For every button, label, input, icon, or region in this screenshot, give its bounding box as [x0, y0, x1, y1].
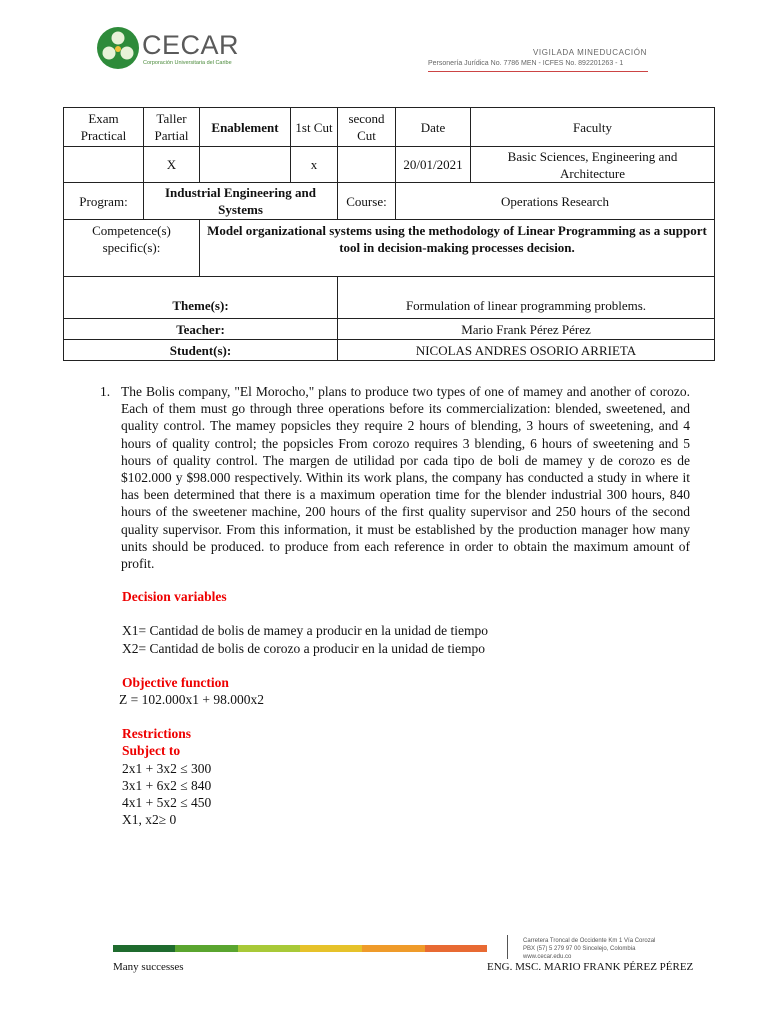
table-row	[64, 277, 715, 319]
vigilada-title: VIGILADA MINEDUCACIÓN	[533, 48, 647, 57]
header-rule	[428, 71, 648, 72]
header-date: Date	[396, 108, 471, 147]
course-label: Course:	[338, 183, 396, 220]
footer-left-text: Many successes	[113, 961, 184, 973]
vigilada-subtitle: Personería Jurídica No. 7786 MEN - ICFES No. 892201263 - 1	[428, 60, 624, 67]
cecar-emblem-icon	[96, 26, 140, 70]
header-enablement: Enablement	[200, 108, 291, 147]
header-taller: Taller Partial	[144, 108, 200, 147]
table-row	[64, 108, 715, 147]
value-cut1: x	[291, 147, 338, 183]
cecar-logo	[96, 26, 246, 74]
restrictions-section	[122, 725, 690, 828]
restriction-2: 3x1 + 6x2 ≤ 840	[122, 777, 212, 793]
table-row	[64, 183, 715, 220]
footer-bar-segment	[113, 945, 175, 952]
subject-to-title: Subject to	[122, 743, 181, 759]
footer-bar-segment	[362, 945, 424, 952]
problem-statement: The Bolis company, "El Morocho," plans to produce two types of one of mamey and another of corozo. Each of them must go through three operations before its commercialization: blended, sweetened, and quality control. The mamey popsicles they require 2 hours of blending, 3 hours of sweetening, and 4 hours of quality control; the popsicles From corozo requires 3 blending, 6 hours of sweetening and 5 hours of quality control. The margen de utilidad por cada tipo de boli de mamey y de corozo es de $102.000 y $98.000 respectively. Within its work plans, the company has conducted a study in where it has been determined that there is a maximum operation time for the blender industrial 300 hours, 840 hours of the sweetener machine, 200 hours of the first quality supervisor and 250 hours of the second quality supervisor. From this information, it must be established by the production manager how many units should be produced. to produce from each reference in order to obtain the maximum amount of profit.	[121, 384, 690, 572]
footer-bar-segment	[300, 945, 362, 952]
theme-label: Theme(s):	[64, 277, 338, 319]
program-label: Program:	[64, 183, 144, 220]
theme-value: Formulation of linear programming problems.	[338, 277, 715, 319]
footer-divider	[507, 935, 508, 959]
restriction-nonnegativity: X1, x2≥ 0	[122, 812, 177, 828]
table-row	[64, 147, 715, 183]
footer-bar-segment	[425, 945, 487, 952]
table-row	[64, 220, 715, 277]
footer-contact	[523, 937, 655, 961]
variable-x1: X1= Cantidad de bolis de mamey a producir en la unidad de tiempo	[122, 623, 489, 639]
footer-phone: PBX (57) 5 279 97 00 Sincelejo, Colombia	[523, 946, 636, 952]
program-value: Industrial Engineering and Systems	[144, 183, 338, 220]
footer-website: www.cecar.edu.co	[523, 954, 572, 960]
header-cut2: second Cut	[338, 108, 396, 147]
table-row	[64, 319, 715, 340]
competence-value: Model organizational systems using the methodology of Linear Programming as a support tool in decision-making processes decision.	[200, 220, 715, 277]
course-value: Operations Research	[396, 183, 715, 220]
footer-color-bar	[113, 945, 487, 952]
course-info-table	[63, 107, 715, 361]
value-exam	[64, 147, 144, 183]
objective-function: Z = 102.000x1 + 98.000x2	[119, 692, 264, 708]
footer-bar-segment	[238, 945, 300, 952]
decision-variables-title: Decision variables	[122, 589, 227, 605]
value-date: 20/01/2021	[396, 147, 471, 183]
teacher-label: Teacher:	[64, 319, 338, 340]
footer-right-text: ENG. MSC. MARIO FRANK PÉREZ PÉREZ	[487, 961, 694, 973]
student-label: Student(s):	[64, 340, 338, 361]
header-exam: Exam Practical	[64, 108, 144, 147]
objective-section	[119, 674, 690, 708]
restriction-3: 4x1 + 5x2 ≤ 450	[122, 795, 212, 811]
competence-label: Competence(s) specific(s):	[64, 220, 200, 277]
value-enablement	[200, 147, 291, 183]
problem-number: 1.	[100, 384, 111, 399]
decision-variables-section	[122, 588, 690, 657]
value-taller: X	[144, 147, 200, 183]
objective-function-title: Objective function	[122, 674, 229, 690]
footer-bar-segment	[175, 945, 237, 952]
logo-subtitle: Corporación Universitaria del Caribe	[143, 60, 232, 66]
logo-wordmark: CECAR	[142, 30, 240, 60]
footer-address: Carretera Troncal de Occidente Km 1 Vía Corozal	[523, 938, 656, 944]
variable-x2: X2= Cantidad de bolis de corozo a producir en la unidad de tiempo	[122, 640, 486, 656]
header-faculty: Faculty	[471, 108, 715, 147]
table-row	[64, 340, 715, 361]
restriction-1: 2x1 + 3x2 ≤ 300	[122, 760, 212, 776]
value-cut2	[338, 147, 396, 183]
problem-content	[100, 383, 690, 828]
teacher-value: Mario Frank Pérez Pérez	[338, 319, 715, 340]
restrictions-title: Restrictions	[122, 726, 191, 742]
header-cut1: 1st Cut	[291, 108, 338, 147]
value-faculty: Basic Sciences, Engineering and Architecture	[471, 147, 715, 183]
student-value: NICOLAS ANDRES OSORIO ARRIETA	[338, 340, 715, 361]
